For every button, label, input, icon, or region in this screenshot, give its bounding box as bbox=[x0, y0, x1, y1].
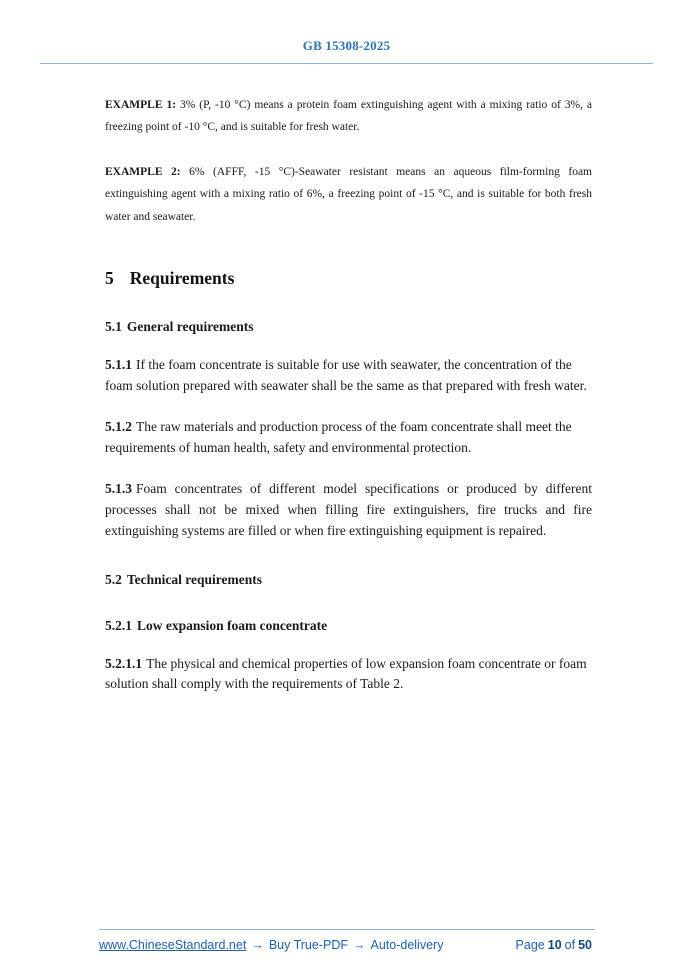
footer-divider bbox=[99, 929, 595, 930]
paragraph-5-1-1 bbox=[105, 355, 592, 397]
section-number: 5.1 bbox=[105, 319, 122, 335]
section-number: 5.2 bbox=[105, 571, 122, 587]
example-2-label: EXAMPLE 2: bbox=[105, 165, 181, 178]
paragraph-text: If the foam concentrate is suitable for use with seawater, the concentration of the foam solution prepared with seawater shall be the same as that prepared with fresh water. bbox=[105, 357, 587, 394]
section-5-1-heading bbox=[105, 319, 592, 335]
section-5-2-heading bbox=[105, 572, 592, 588]
chinesestandard-link[interactable]: www.ChineseStandard.net bbox=[99, 938, 247, 952]
paragraph-number: 5.1.3 bbox=[105, 480, 132, 496]
example-2-paragraph bbox=[105, 161, 592, 228]
page-header bbox=[0, 0, 693, 64]
current-page-number: 10 bbox=[547, 938, 562, 952]
paragraph-number: 5.1.2 bbox=[105, 418, 132, 434]
standard-number-title: GB 15308-2025 bbox=[302, 38, 391, 53]
chapter-title: Requirements bbox=[129, 268, 235, 289]
page-footer bbox=[0, 929, 693, 952]
paragraph-5-2-1-1 bbox=[105, 654, 592, 696]
header-divider bbox=[40, 63, 653, 64]
section-5-2-1-heading bbox=[105, 618, 592, 634]
paragraph-number: 5.2.1.1 bbox=[105, 655, 143, 671]
paragraph-text: The raw materials and production process of the foam concentrate shall meet the requirements of human health, safety and environmental protection. bbox=[105, 418, 572, 455]
chapter-number: 5 bbox=[105, 268, 114, 289]
section-number: 5.2.1 bbox=[105, 617, 132, 633]
paragraph-text: Foam concentrates of different model specifications or produced by different processes shall not be mixed when filling fire extinguishers, fire trucks and fire extinguishing systems are filled or when fire extinguishing equipment is repaired. bbox=[105, 480, 592, 538]
chapter-5-heading bbox=[105, 268, 592, 289]
example-1-label: EXAMPLE 1: bbox=[105, 99, 177, 111]
paragraph-number: 5.1.1 bbox=[105, 357, 132, 373]
footer-promo bbox=[99, 938, 443, 952]
section-title: Low expansion foam concentrate bbox=[137, 617, 328, 633]
paragraph-5-1-2 bbox=[105, 417, 592, 459]
total-page-number: 50 bbox=[578, 938, 592, 952]
arrow-icon: → bbox=[353, 938, 366, 952]
paragraph-5-1-3 bbox=[105, 479, 592, 542]
footer-delivery-text: Auto-delivery bbox=[370, 938, 444, 952]
paragraph-text: The physical and chemical properties of low expansion foam concentrate or foam solution shall comply with the requirements of Table 2. bbox=[105, 655, 587, 692]
arrow-icon: → bbox=[251, 938, 264, 952]
example-2-text: 6% (AFFF, -15 °C)-Seawater resistant means an aqueous film-forming foam extinguishing agent with a mixing ratio of 6%, a freezing point of -15 °C, and is suitable for both fresh water and seawater. bbox=[105, 165, 592, 223]
section-title: General requirements bbox=[126, 319, 254, 335]
example-1-text: 3% (P, -10 °C) means a protein foam extinguishing agent with a mixing ratio of 3%, a freezing point of -10 °C, and is suitable for fresh water. bbox=[105, 99, 592, 134]
example-1-paragraph bbox=[105, 94, 592, 139]
page-indicator bbox=[516, 938, 595, 952]
of-word: of bbox=[564, 938, 576, 952]
footer-buy-text: Buy True-PDF bbox=[268, 938, 348, 952]
section-title: Technical requirements bbox=[126, 571, 263, 587]
footer-row bbox=[99, 938, 595, 952]
page-word: Page bbox=[515, 938, 545, 952]
document-body bbox=[105, 94, 592, 695]
